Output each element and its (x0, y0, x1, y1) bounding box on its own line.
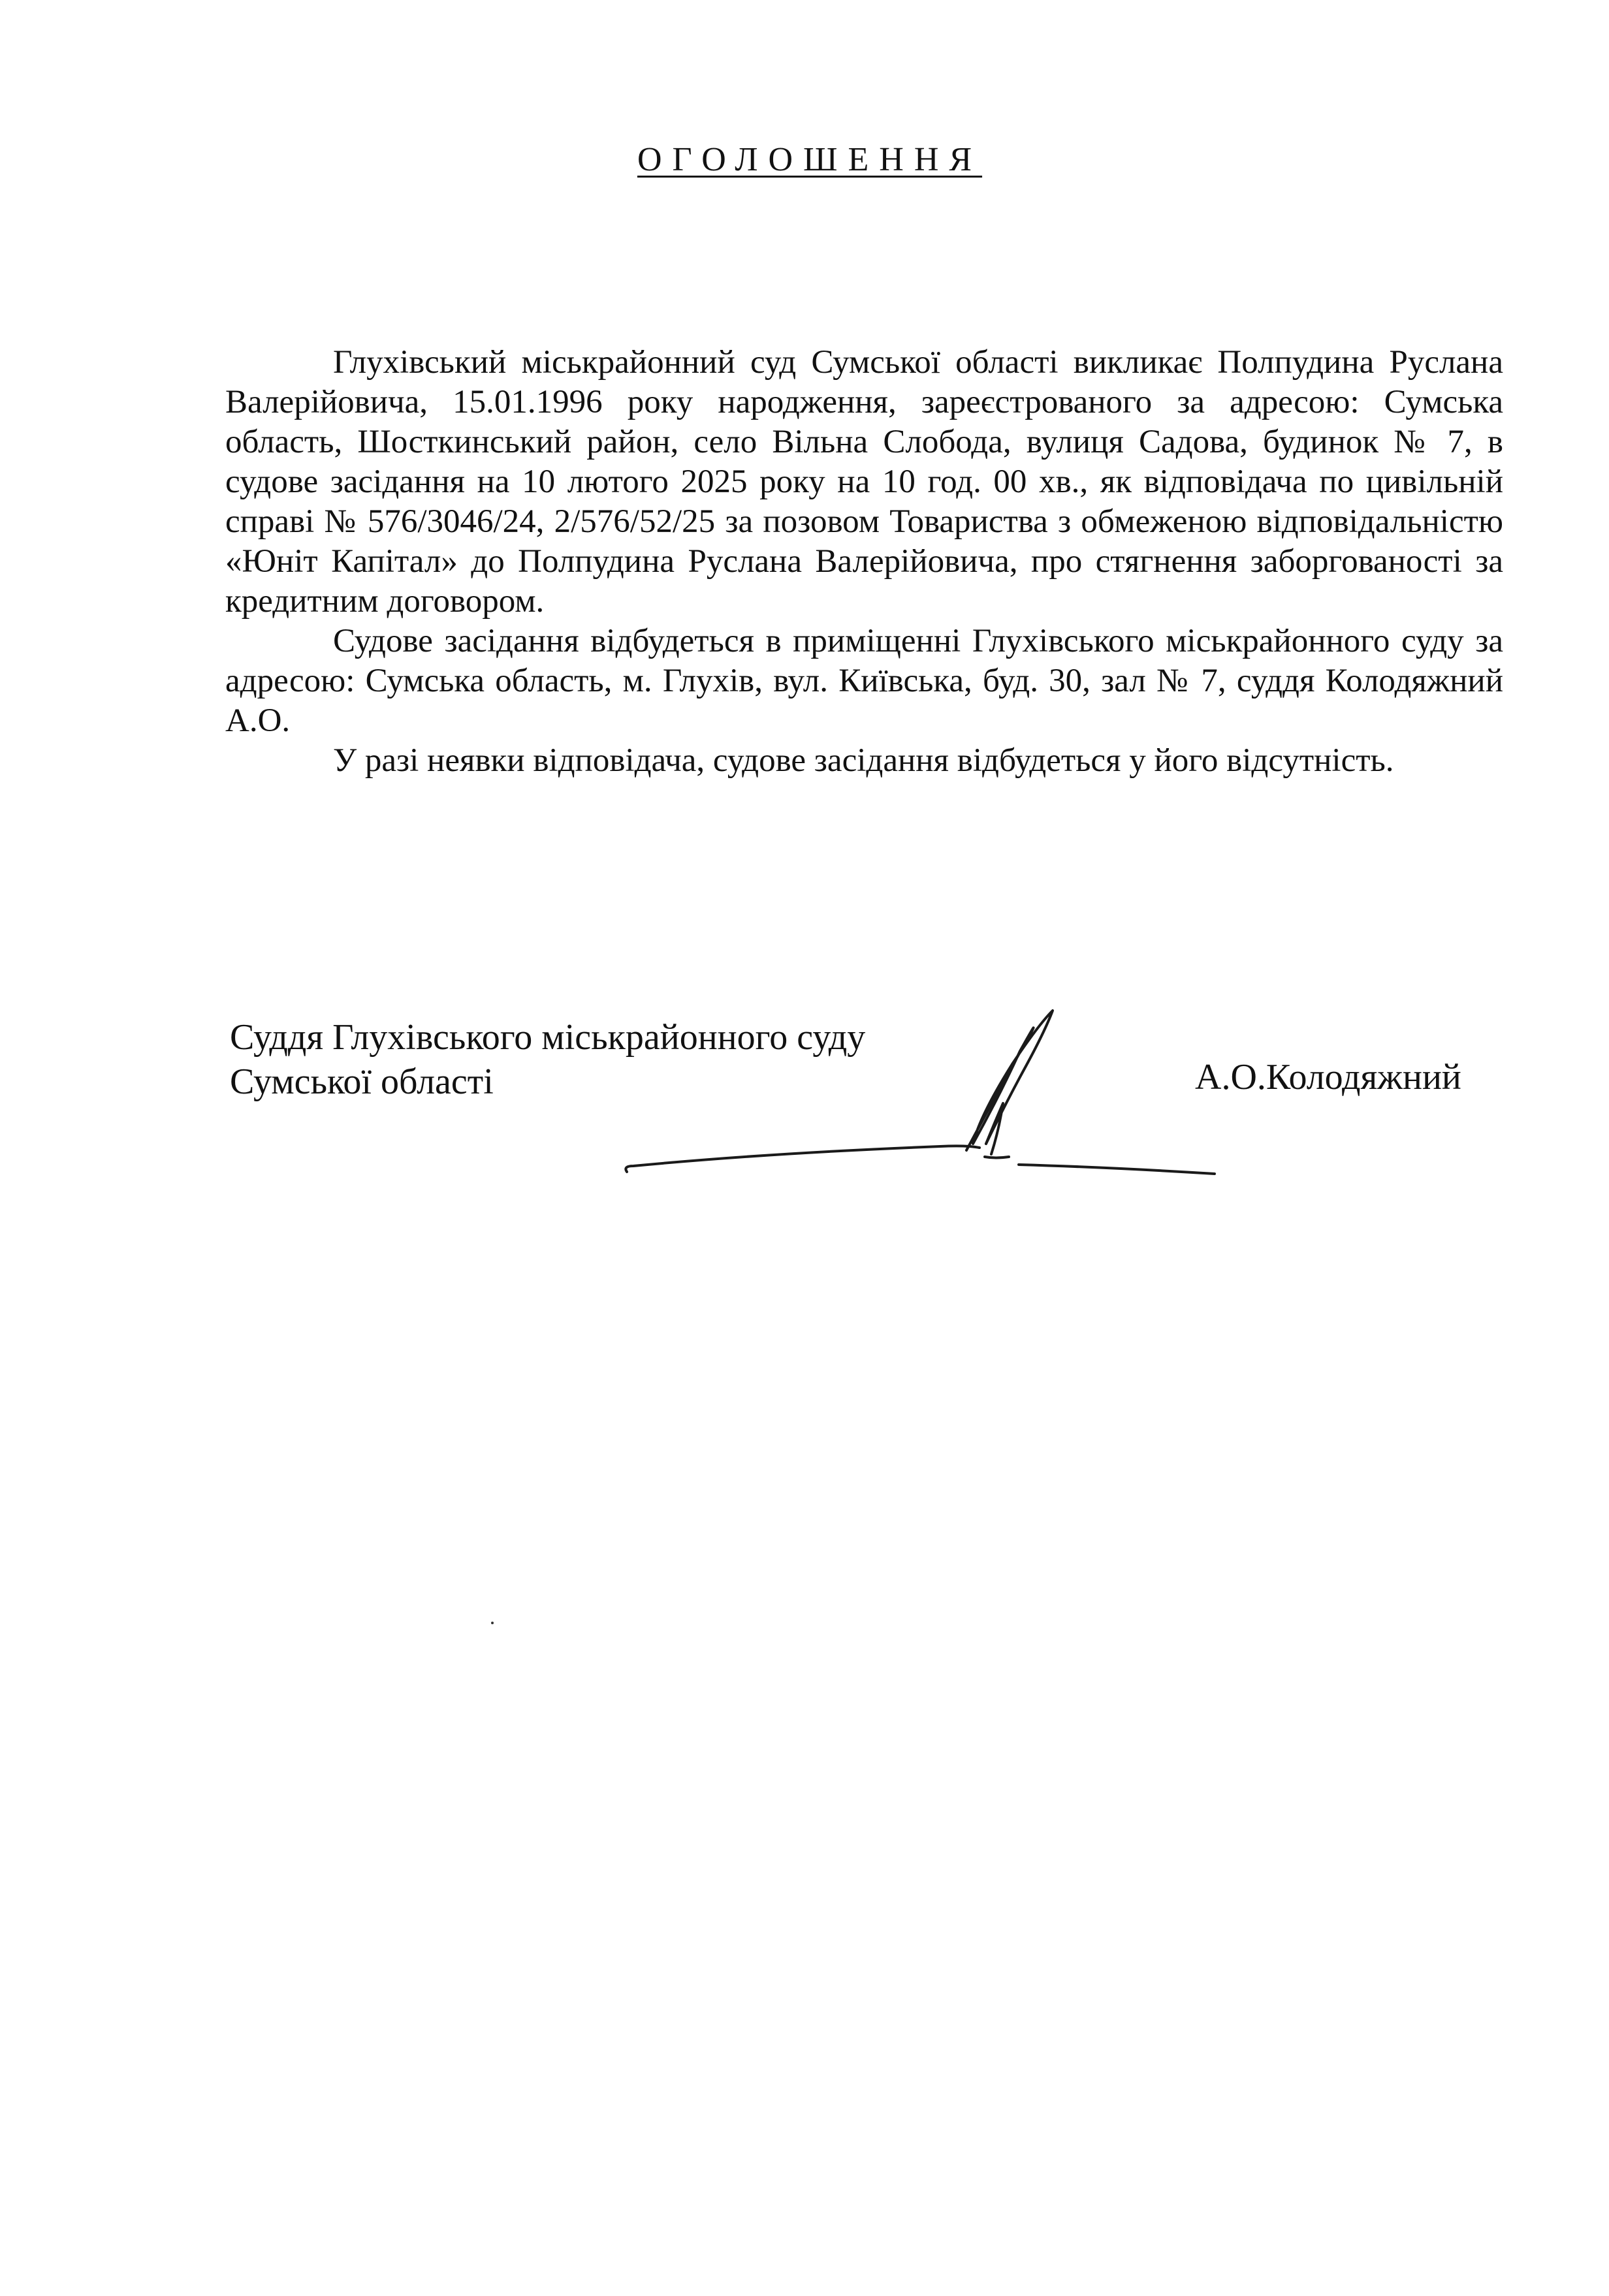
signatory-name: А.О.Колодяжний (1195, 1057, 1461, 1097)
scan-speck (491, 1622, 494, 1624)
paragraph-absence-notice: У разі неявки відповідача, судове засідання відбудеться у його відсутність. (333, 742, 1394, 779)
signatory-position-line2: Сумської області (230, 1062, 494, 1102)
paragraph-hearing-location: Судове засідання відбудеться в приміщенні Глухівського міськрайонного суду за адресою: Сумська область, м. Глухів, вул. Київська, буд. 30, зал № 7, суддя Колодяжний А.О. (225, 623, 1503, 739)
document-title-text: ОГОЛОШЕННЯ (637, 141, 983, 178)
announcement-body (225, 343, 1503, 781)
paragraph-summons: Глухівський міськрайонний суд Сумської області викликає Полпудина Руслана Валерійовича, 15.01.1996 року народження, зареєстрованого за адресою: Сумська область, Шосткинський район, село Вільна Слобода, вулиця Садова, будинок № 7, в судове засідання на 10 лютого 2025 року на 10 год. 00 хв., як відповідача по цивільній справі № 576/3046/24, 2/576/52/25 за позовом Товариства з обмеженою відповідальністю «Юніт Капітал» до Полпудина Руслана Валерійовича, про стягнення заборгованості за кредитним договором. (225, 344, 1503, 620)
handwritten-signature (614, 1005, 1241, 1201)
document-title (0, 140, 1609, 180)
signatory-position-line1: Суддя Глухівського міськрайонного суду (230, 1017, 866, 1058)
